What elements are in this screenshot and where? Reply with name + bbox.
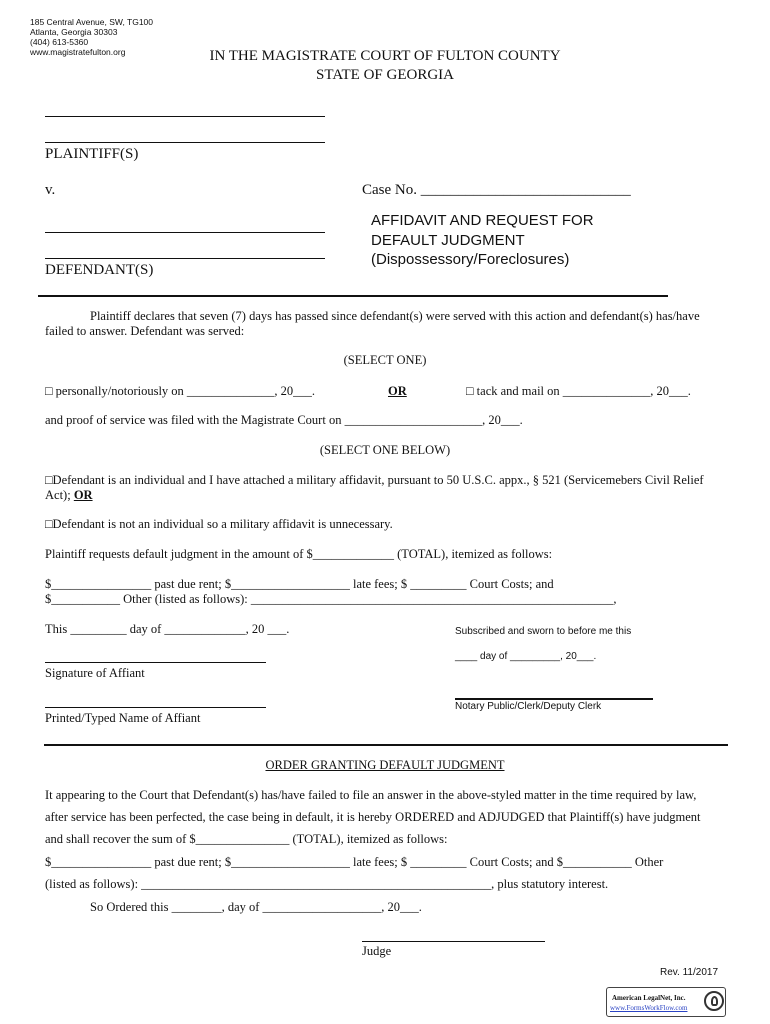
publisher-logo	[606, 987, 726, 1017]
proof-of-service-line[interactable]: and proof of service was filed with the Magistrate Court on ______________________, 20___.	[45, 413, 523, 427]
publisher-emblem-icon	[704, 991, 724, 1011]
court-name: IN THE MAGISTRATE COURT OF FULTON COUNTY	[209, 48, 561, 64]
affidavit-title-line-1: AFFIDAVIT AND REQUEST FOR	[371, 212, 594, 229]
revision-label: Rev. 11/2017	[660, 967, 719, 978]
sworn-date-line[interactable]: ____ day of _________, 20___.	[455, 651, 597, 662]
versus-label: v.	[45, 182, 56, 198]
publisher-link[interactable]: www.FormsWorkFlow.com	[610, 1004, 688, 1012]
order-line-5[interactable]: (listed as follows): ________________________________________________________, plus statutory interest.	[45, 877, 609, 891]
affidavit-title-line-2: DEFAULT JUDGMENT	[371, 231, 525, 249]
publisher-name: American LegalNet, Inc.	[612, 994, 686, 1002]
intro-line-2: failed to answer. Defendant was served:	[45, 324, 245, 338]
sworn-label: Subscribed and sworn to before me this	[455, 626, 632, 637]
printed-name-line[interactable]	[45, 707, 266, 708]
judge-label: Judge	[362, 944, 392, 958]
select-one-below-heading: (SELECT ONE BELOW)	[319, 443, 451, 457]
address-line-1: 185 Central Avenue, SW, TG100	[30, 17, 154, 27]
itemize-line-1[interactable]: $________________ past due rent; $___________________ late fees; $ _________ Court Costs; and	[45, 577, 554, 591]
order-line-4[interactable]: $________________ past due rent; $___________________ late fees; $ _________ Court Costs; and $___________ Other	[45, 855, 664, 869]
itemize-line-2[interactable]: $___________ Other (listed as follows): __________________________________________________________,	[45, 592, 617, 606]
defendant-label: DEFENDANT(S)	[45, 262, 154, 278]
plaintiff-label: PLAINTIFF(S)	[45, 146, 139, 162]
case-number-field[interactable]: Case No. ____________________________	[362, 182, 631, 198]
court-state: STATE OF GEORGIA	[316, 67, 454, 83]
order-line-3[interactable]: and shall recover the sum of $_______________ (TOTAL), itemized as follows:	[45, 832, 448, 846]
signature-line[interactable]	[45, 662, 266, 663]
affidavit-date-line[interactable]: This _________ day of _____________, 20 ___.	[45, 622, 290, 636]
order-line-1: It appearing to the Court that Defendant(s) has/have failed to file an answer in the above-styled matter in the time required by law,	[45, 788, 697, 802]
plaintiff-line-1[interactable]	[45, 116, 325, 117]
request-amount-line[interactable]: Plaintiff requests default judgment in the amount of $_____________ (TOTAL), itemized as follows:	[45, 547, 553, 561]
affidavit-title-line-3: (Dispossessory/Foreclosures)	[371, 251, 570, 268]
order-line-2: after service has been perfected, the case being in default, it is hereby ORDERED and ADJUDGED that Plaintiff(s) have judgment	[45, 810, 701, 824]
military-act-text: Act);	[45, 488, 74, 502]
military-affidavit-line-2	[45, 488, 93, 503]
option-tack-and-mail[interactable]: □ tack and mail on ______________, 20___.	[466, 384, 691, 398]
select-one-heading: (SELECT ONE)	[343, 353, 427, 367]
option-personal-service[interactable]: □ personally/notoriously on ______________, 20___.	[45, 384, 316, 398]
court-website: www.magistratefulton.org	[30, 47, 126, 57]
signature-label: Signature of Affiant	[45, 666, 145, 680]
order-divider	[44, 744, 728, 746]
defendant-line-1[interactable]	[45, 232, 325, 233]
caption-divider	[38, 295, 668, 297]
or-label: OR	[388, 384, 407, 398]
military-or-label: OR	[73, 488, 93, 502]
order-heading: ORDER GRANTING DEFAULT JUDGMENT	[265, 758, 505, 772]
notary-label: Notary Public/Clerk/Deputy Clerk	[455, 701, 602, 712]
option-military-affidavit[interactable]: □Defendant is an individual and I have attached a military affidavit, pursuant to 50 U.S.C. appx., § 521 (Servicemebers Civil Relief	[45, 473, 704, 487]
printed-name-label: Printed/Typed Name of Affiant	[45, 711, 201, 725]
option-not-individual[interactable]: □Defendant is not an individual so a military affidavit is unnecessary.	[45, 517, 393, 531]
affidavit-title	[371, 211, 594, 270]
address-line-2: Atlanta, Georgia 30303	[30, 27, 118, 37]
notary-signature-line[interactable]	[455, 698, 653, 700]
court-phone: (404) 613-5360	[30, 37, 89, 47]
defendant-line-2[interactable]	[45, 258, 325, 259]
plaintiff-line-2[interactable]	[45, 142, 325, 143]
intro-line-1: Plaintiff declares that seven (7) days has passed since defendant(s) were served with this action and defendant(s) has/have	[90, 309, 700, 323]
judge-signature-line[interactable]	[362, 941, 545, 942]
so-ordered-line[interactable]: So Ordered this ________, day of ___________________, 20___.	[90, 900, 422, 914]
